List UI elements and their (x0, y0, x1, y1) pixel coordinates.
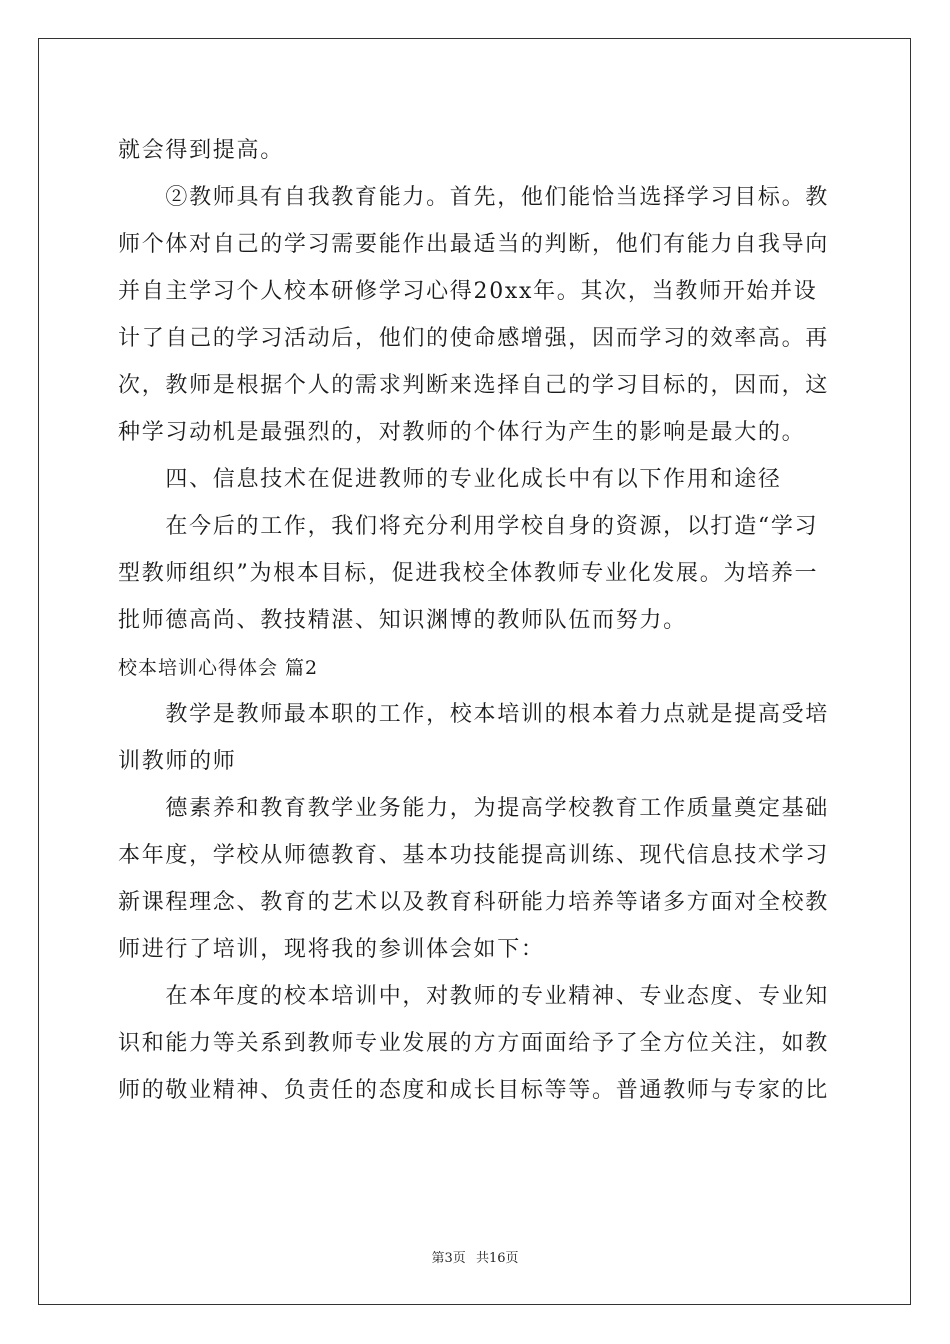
text-line: 型教师组织”为根本目标，促进我校全体教师专业化发展。为培养一 (118, 561, 819, 586)
text-line: 师进行了培训，现将我的参训体会如下： (118, 937, 545, 962)
text-line: 训教师的师 (118, 749, 237, 774)
text-line: 识和能力等关系到教师专业发展的方方面面给予了全方位关注，如教 (118, 1031, 830, 1056)
text-line: 种学习动机是最强烈的，对教师的个体行为产生的影响是最大的。 (118, 420, 806, 445)
text-line: 师的敬业精神、负责任的态度和成长目标等等。普通教师与专家的比 (118, 1078, 830, 1103)
text-line: 本年度，学校从师德教育、基本功技能提高训练、现代信息技术学习 (118, 843, 830, 868)
text-line: 批师德高尚、教技精湛、知识渊博的教师队伍而努力。 (118, 608, 687, 633)
text-line: 次，教师是根据个人的需求判断来选择自己的学习目标的，因而，这 (118, 373, 830, 398)
section-heading: 校本培训心得体会 篇2 (118, 657, 319, 679)
page-number: 第3页 (431, 1251, 466, 1266)
text-line: 就会得到提高。 (118, 138, 284, 163)
page-total: 共16页 (475, 1251, 519, 1266)
text-line: 计了自己的学习活动后，他们的使命感增强，因而学习的效率高。再 (118, 326, 830, 351)
text-line: ②教师具有自我教育能力。首先，他们能恰当选择学习目标。教 (118, 185, 830, 210)
text-line: 并自主学习个人校本研修学习心得20xx年。其次，当教师开始并设 (118, 279, 818, 304)
page-footer (0, 1247, 950, 1266)
text-line: 教学是教师最本职的工作，校本培训的根本着力点就是提高受培 (118, 702, 830, 727)
text-line: 四、信息技术在促进教师的专业化成长中有以下作用和途径 (118, 467, 782, 492)
text-line: 新课程理念、教育的艺术以及教育科研能力培养等诸多方面对全校教 (118, 890, 830, 915)
text-line: 德素养和教育教学业务能力，为提高学校教育工作质量奠定基础 (118, 796, 830, 821)
text-line: 师个体对自己的学习需要能作出最适当的判断，他们有能力自我导向 (118, 232, 830, 257)
text-line: 在本年度的校本培训中，对教师的专业精神、专业态度、专业知 (118, 984, 830, 1009)
text-line: 在今后的工作，我们将充分利用学校自身的资源，以打造“学习 (118, 514, 819, 539)
